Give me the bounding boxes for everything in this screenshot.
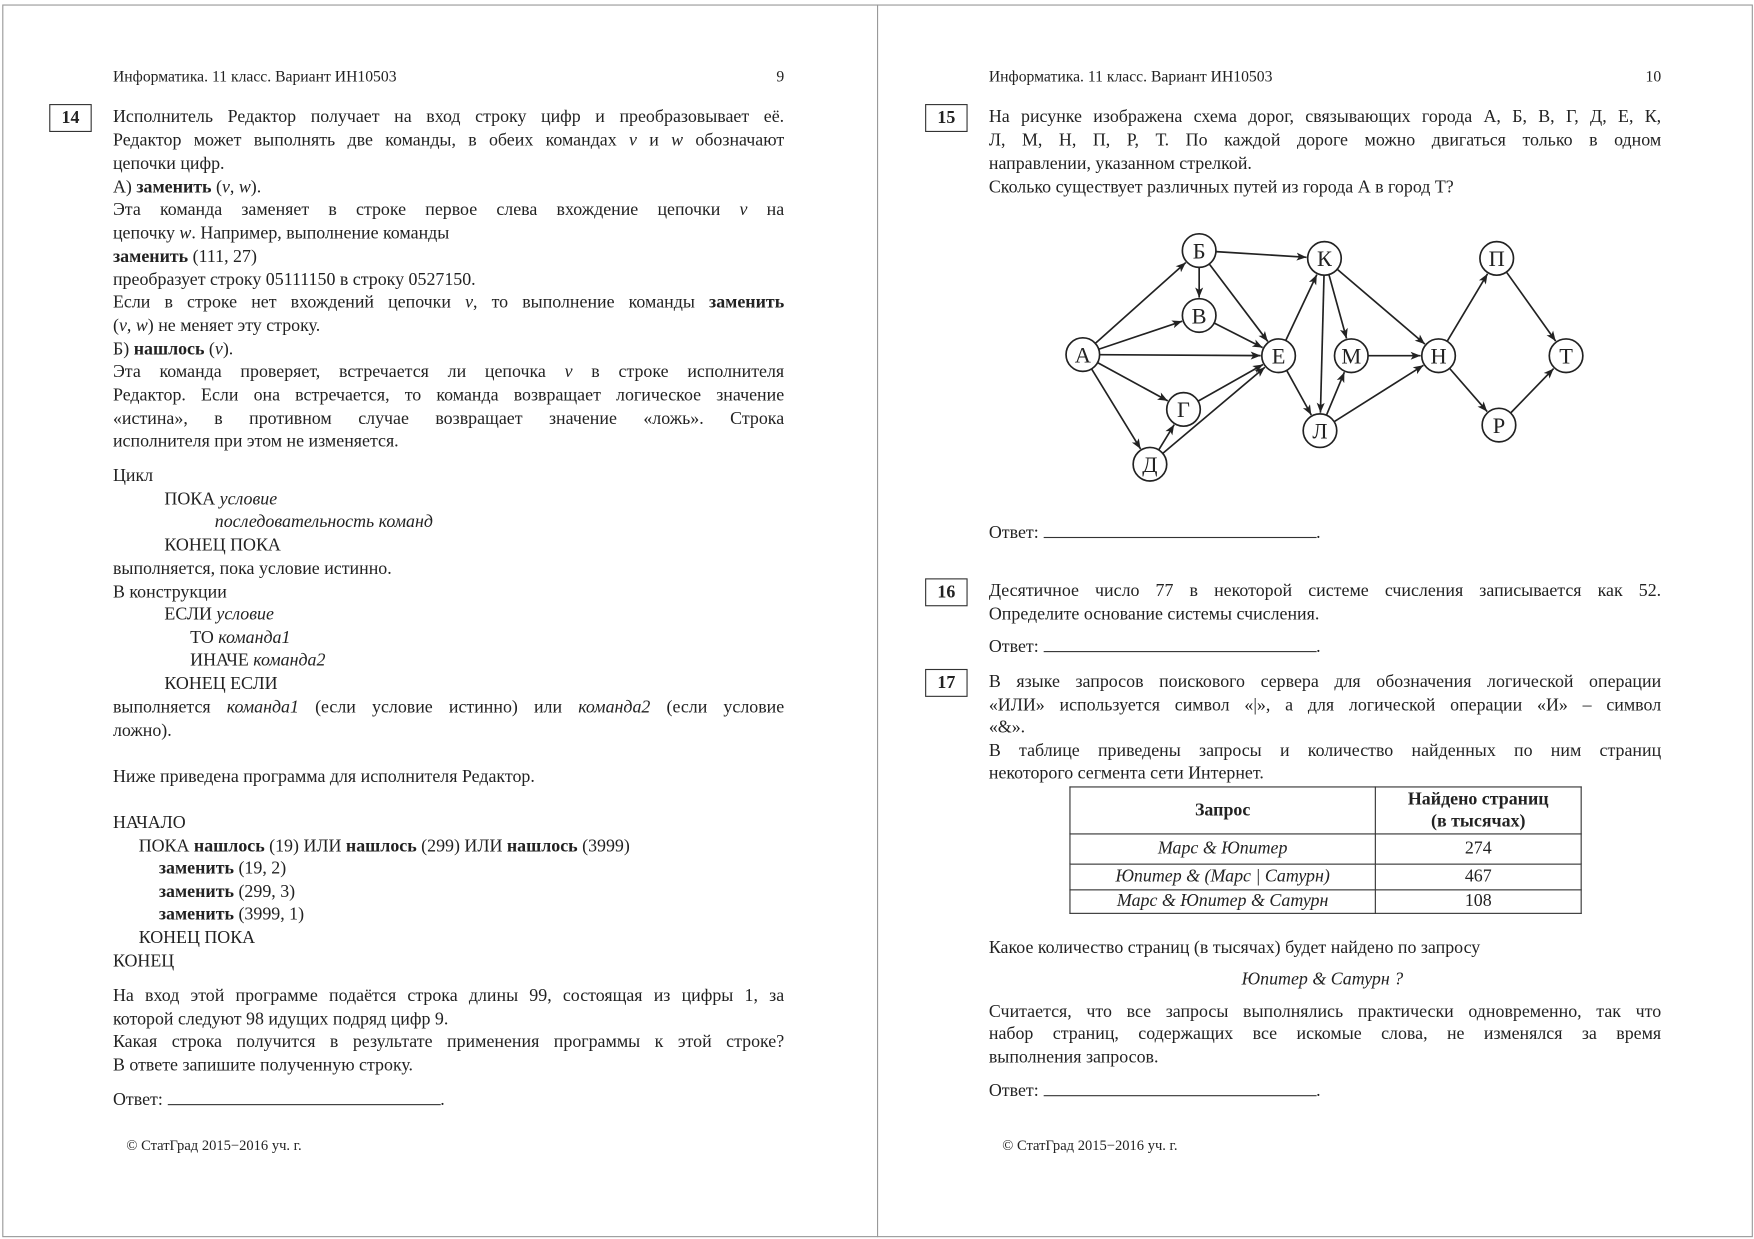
text-run: w — [135, 316, 148, 336]
road-edge — [1447, 274, 1487, 342]
text-run: Определите основание системы счисления. — [988, 605, 1320, 625]
text-run: ТО — [190, 628, 219, 648]
query-cell: Марс & Юпитер — [1070, 834, 1375, 864]
city-label: М — [1341, 343, 1362, 369]
city-label: Б — [1192, 238, 1206, 264]
text-run: «ИЛИ» используется символ «|», а для логической операции «И» – символ — [988, 695, 1662, 715]
answer-field-16[interactable] — [989, 634, 1321, 659]
city-label: К — [1316, 246, 1332, 272]
text-run: цепочку — [112, 223, 180, 243]
text-run: (111, 27) — [188, 247, 257, 267]
text-run: В ответе запишите полученную строку. — [112, 1055, 414, 1075]
text-run: на — [747, 200, 785, 220]
text-run: нашлось — [133, 340, 205, 360]
text-run: ( — [204, 340, 215, 360]
text-run: и — [636, 130, 672, 150]
text-run: ЕСЛИ — [164, 605, 217, 625]
city-node — [1308, 242, 1342, 276]
text-run: w — [179, 223, 192, 243]
page-header: Информатика. 11 класс. Вариант ИН10503 — [112, 69, 397, 87]
text-run: заменить — [158, 904, 235, 924]
query-cell: Юпитер & (Марс | Сатурн) — [1070, 864, 1375, 890]
answer-label: Ответ: — [988, 637, 1039, 657]
city-label: Р — [1492, 412, 1506, 438]
answer-field-15[interactable] — [989, 520, 1321, 545]
text-line — [989, 739, 1661, 764]
pages-cell: 467 — [1375, 864, 1581, 890]
text-run: условие — [219, 489, 278, 509]
text-run: . Например, выполнение команды — [191, 223, 450, 243]
road-edge — [1450, 368, 1488, 411]
text-run: выполняется — [112, 698, 227, 718]
text-run: Б) — [112, 340, 134, 360]
text-run: ПОКА — [164, 489, 220, 509]
text-run: , то выполнение команды — [473, 293, 709, 313]
text-run: цепочки цифр. — [112, 154, 225, 174]
city-node — [1066, 338, 1100, 372]
city-label: Н — [1430, 343, 1447, 369]
road-edge — [1329, 275, 1347, 339]
text-run: v — [465, 293, 474, 313]
city-node — [1167, 393, 1201, 427]
city-node — [1303, 414, 1337, 448]
road-edge — [1099, 321, 1182, 349]
answer-label: Ответ: — [112, 1090, 163, 1110]
city-label: В — [1191, 303, 1207, 329]
road-edge — [1216, 252, 1307, 258]
text-run: v — [214, 340, 223, 360]
city-node — [1549, 339, 1583, 373]
road-edge — [1092, 369, 1141, 449]
road-edge — [1506, 272, 1555, 341]
text-run: v — [564, 362, 573, 382]
city-label: Л — [1312, 418, 1328, 444]
text-run: (19, 2) — [234, 859, 287, 879]
table-row — [1070, 834, 1581, 864]
text-run: Десятичное число 77 в некоторой системе счисления записывается как 52. — [988, 581, 1662, 601]
text-run: На вход этой программе подаётся строка длины 99, состоящая из цифры 1, за — [112, 986, 785, 1006]
text-run: (299) ИЛИ — [416, 836, 507, 856]
page-number: 10 — [1645, 69, 1662, 87]
city-node — [1182, 299, 1216, 333]
text-run: Л, М, Н, П, Р, Т. По каждой дороге можно двигаться только в одном — [988, 130, 1662, 150]
text-run: обозначают — [683, 130, 785, 150]
text-run: «истина», в противном случае возвращает значение «ложь». Строка — [112, 409, 785, 429]
text-run: некоторого сегмента сети Интернет. — [988, 764, 1264, 784]
column-header-query: Запрос — [1070, 787, 1375, 834]
text-run: Юпитер & Сатурн — [1241, 969, 1390, 989]
text-run: , — [126, 316, 136, 336]
text-line — [989, 936, 1480, 961]
text-run: набор страниц, содержащих все искомые слова, не изменялся за время — [988, 1024, 1662, 1044]
text-run: Эта команда заменяет в строке первое слева вхождение цепочки — [112, 200, 740, 220]
road-edge — [1214, 323, 1262, 348]
text-run: v — [118, 316, 127, 336]
text-run: преобразует строку 05111150 в строку 0527150. — [112, 270, 476, 290]
question-number-17: 17 — [925, 669, 968, 697]
text-run: нашлось — [193, 836, 265, 856]
text-line — [989, 1022, 1661, 1047]
pages-cell: 274 — [1375, 834, 1581, 864]
text-run: заменить — [158, 859, 235, 879]
text-run: v — [628, 130, 637, 150]
text-run: (если условие — [650, 698, 785, 718]
text-run: ( — [211, 177, 222, 197]
text-run: , — [229, 177, 239, 197]
text-run: команда2 — [578, 698, 651, 718]
text-run: КОНЕЦ ПОКА — [138, 928, 256, 948]
text-run: выполняется, пока условие истинно. — [112, 559, 392, 579]
text-run: ). — [250, 177, 262, 197]
road-edge — [1334, 365, 1423, 421]
text-run: Редактор. Если она встречается, то команда возвращает логическое значение — [112, 385, 785, 405]
city-label: Г — [1177, 397, 1190, 423]
text-run: нашлось — [506, 836, 578, 856]
text-line — [989, 603, 1319, 628]
text-run: которой следуют 98 идущих подряд цифр 9. — [112, 1010, 449, 1030]
road-edge — [1337, 269, 1425, 344]
answer-blank[interactable] — [1043, 520, 1316, 538]
text-line — [989, 579, 1661, 604]
text-run: ) не меняет эту строку. — [147, 316, 321, 336]
text-run: В конструкции — [112, 582, 227, 602]
text-run: условие — [216, 605, 274, 625]
table-header-row — [1070, 787, 1581, 834]
text-run: v — [739, 200, 748, 220]
answer-label: Ответ: — [988, 1081, 1039, 1101]
answer-label: Ответ: — [988, 523, 1039, 543]
page-number: 9 — [776, 69, 785, 87]
answer-end: . — [1316, 523, 1321, 543]
text-run: На рисунке изображена схема дорог, связывающих города А, Б, В, Г, Д, Е, К, — [988, 107, 1662, 127]
text-run: Исполнитель Редактор получает на вход строку цифр и преобразовывает её. — [112, 107, 785, 127]
pages-cell: 108 — [1375, 890, 1581, 913]
text-run: заменить — [136, 177, 212, 197]
text-run: Сколько существует различных путей из города А в город Т? — [988, 177, 1454, 197]
text-run: (3999) — [577, 836, 630, 856]
road-edge — [1511, 369, 1554, 413]
text-run: w — [238, 177, 251, 197]
text-run: команда1 — [226, 698, 299, 718]
query-cell: Марс & Юпитер & Сатурн — [1070, 890, 1375, 913]
question-number-16: 16 — [925, 578, 968, 606]
city-node — [1133, 447, 1167, 481]
text-run: КОНЕЦ ПОКА — [164, 535, 281, 555]
city-label: А — [1074, 342, 1091, 368]
text-line — [989, 762, 1264, 787]
text-run: Редактор может выполнять две команды, в обеих командах — [112, 130, 629, 150]
text-run: Если в строке нет вхождений цепочки — [112, 293, 466, 313]
text-line — [989, 1046, 1159, 1071]
answer-blank[interactable] — [1043, 634, 1316, 652]
text-run: ( — [112, 316, 119, 336]
text-run: w — [671, 130, 684, 150]
text-run: (3999, 1) — [234, 904, 305, 924]
text-run: Цикл — [112, 466, 154, 486]
text-run: команда1 — [218, 628, 291, 648]
answer-end: . — [1316, 637, 1321, 657]
text-run: «&». — [988, 718, 1026, 738]
text-run: КОНЕЦ — [112, 951, 175, 971]
text-line — [989, 670, 1661, 695]
text-run: Какая строка получится в результате применения программы к этой строке? — [112, 1032, 785, 1052]
page-footer: © СтатГрад 2015−2016 уч. г. — [1002, 1136, 1178, 1154]
text-line — [989, 716, 1025, 741]
answer-end: . — [1316, 1081, 1321, 1101]
text-line — [989, 694, 1661, 719]
text-run: А) — [112, 177, 137, 197]
text-run: Какое количество страниц (в тысячах) будет найдено по запросу — [988, 938, 1481, 958]
text-run: КОНЕЦ ЕСЛИ — [164, 674, 278, 694]
text-run: последовательность команд — [214, 512, 433, 532]
text-run: В языке запросов поискового сервера для обозначения логической операции — [988, 672, 1662, 692]
question-number-14: 14 — [49, 104, 92, 132]
city-node — [1335, 339, 1369, 373]
road-edge — [1286, 275, 1317, 341]
text-run: В таблице приведены запросы и количество найденных по ним страниц — [988, 741, 1662, 761]
text-run: (если условие истинно) или — [298, 698, 579, 718]
city-node — [1480, 242, 1514, 276]
text-run: нашлось — [345, 836, 417, 856]
text-run: исполнителя при этом не изменяется. — [112, 431, 399, 451]
page-footer: © СтатГрад 2015−2016 уч. г. — [126, 1136, 302, 1154]
page-header: Информатика. 11 класс. Вариант ИН10503 — [988, 69, 1273, 87]
text-run: ложно). — [112, 721, 172, 741]
text-run: команда2 — [253, 651, 326, 671]
answer-end: . — [440, 1090, 445, 1110]
city-label: П — [1488, 246, 1505, 272]
text-run: в строке исполнителя — [572, 362, 785, 382]
text-run: (299, 3) — [234, 882, 296, 902]
table-row — [1070, 864, 1581, 890]
city-node — [1182, 234, 1216, 268]
text-run: заменить — [708, 293, 785, 313]
road-edge — [1287, 370, 1312, 415]
road-edge — [1100, 355, 1261, 356]
text-run: заменить — [158, 882, 235, 902]
text-run: ПОКА — [138, 836, 194, 856]
city-node — [1482, 408, 1516, 442]
text-run: выполнения запросов. — [988, 1048, 1159, 1068]
text-run: заменить — [112, 247, 189, 267]
question-number-15: 15 — [925, 104, 968, 132]
road-edge — [1209, 264, 1268, 341]
answer-blank[interactable] — [1043, 1078, 1316, 1096]
road-edge — [1326, 372, 1344, 415]
text-run: ). — [222, 340, 234, 360]
road-edge — [1320, 275, 1324, 413]
city-label: Д — [1142, 452, 1158, 478]
text-run: v — [221, 177, 230, 197]
city-node — [1262, 339, 1296, 373]
road-edge — [1095, 263, 1185, 344]
city-node — [1422, 339, 1456, 373]
column-header-pages: Найдено страниц (в тысячах) — [1375, 787, 1581, 834]
city-label: Т — [1559, 343, 1573, 369]
text-run: ? — [1389, 969, 1404, 989]
text-run: Ниже приведена программа для исполнителя Редактор. — [112, 767, 535, 787]
text-line — [1242, 968, 1404, 993]
answer-field-17[interactable] — [989, 1078, 1321, 1103]
text-run: (19) ИЛИ — [264, 836, 346, 856]
text-run: Считается, что все запросы выполнялись практически одновременно, так что — [988, 1002, 1662, 1022]
query-table — [1069, 786, 1581, 914]
text-run: направлении, указанном стрелкой. — [988, 154, 1252, 174]
table-row — [1070, 890, 1581, 913]
text-run: ИНАЧЕ — [190, 651, 254, 671]
city-label: Е — [1271, 343, 1286, 369]
text-run: НАЧАЛО — [112, 813, 186, 833]
text-line — [989, 1000, 1661, 1025]
text-run: Эта команда проверяет, встречается ли цепочка — [112, 362, 565, 382]
